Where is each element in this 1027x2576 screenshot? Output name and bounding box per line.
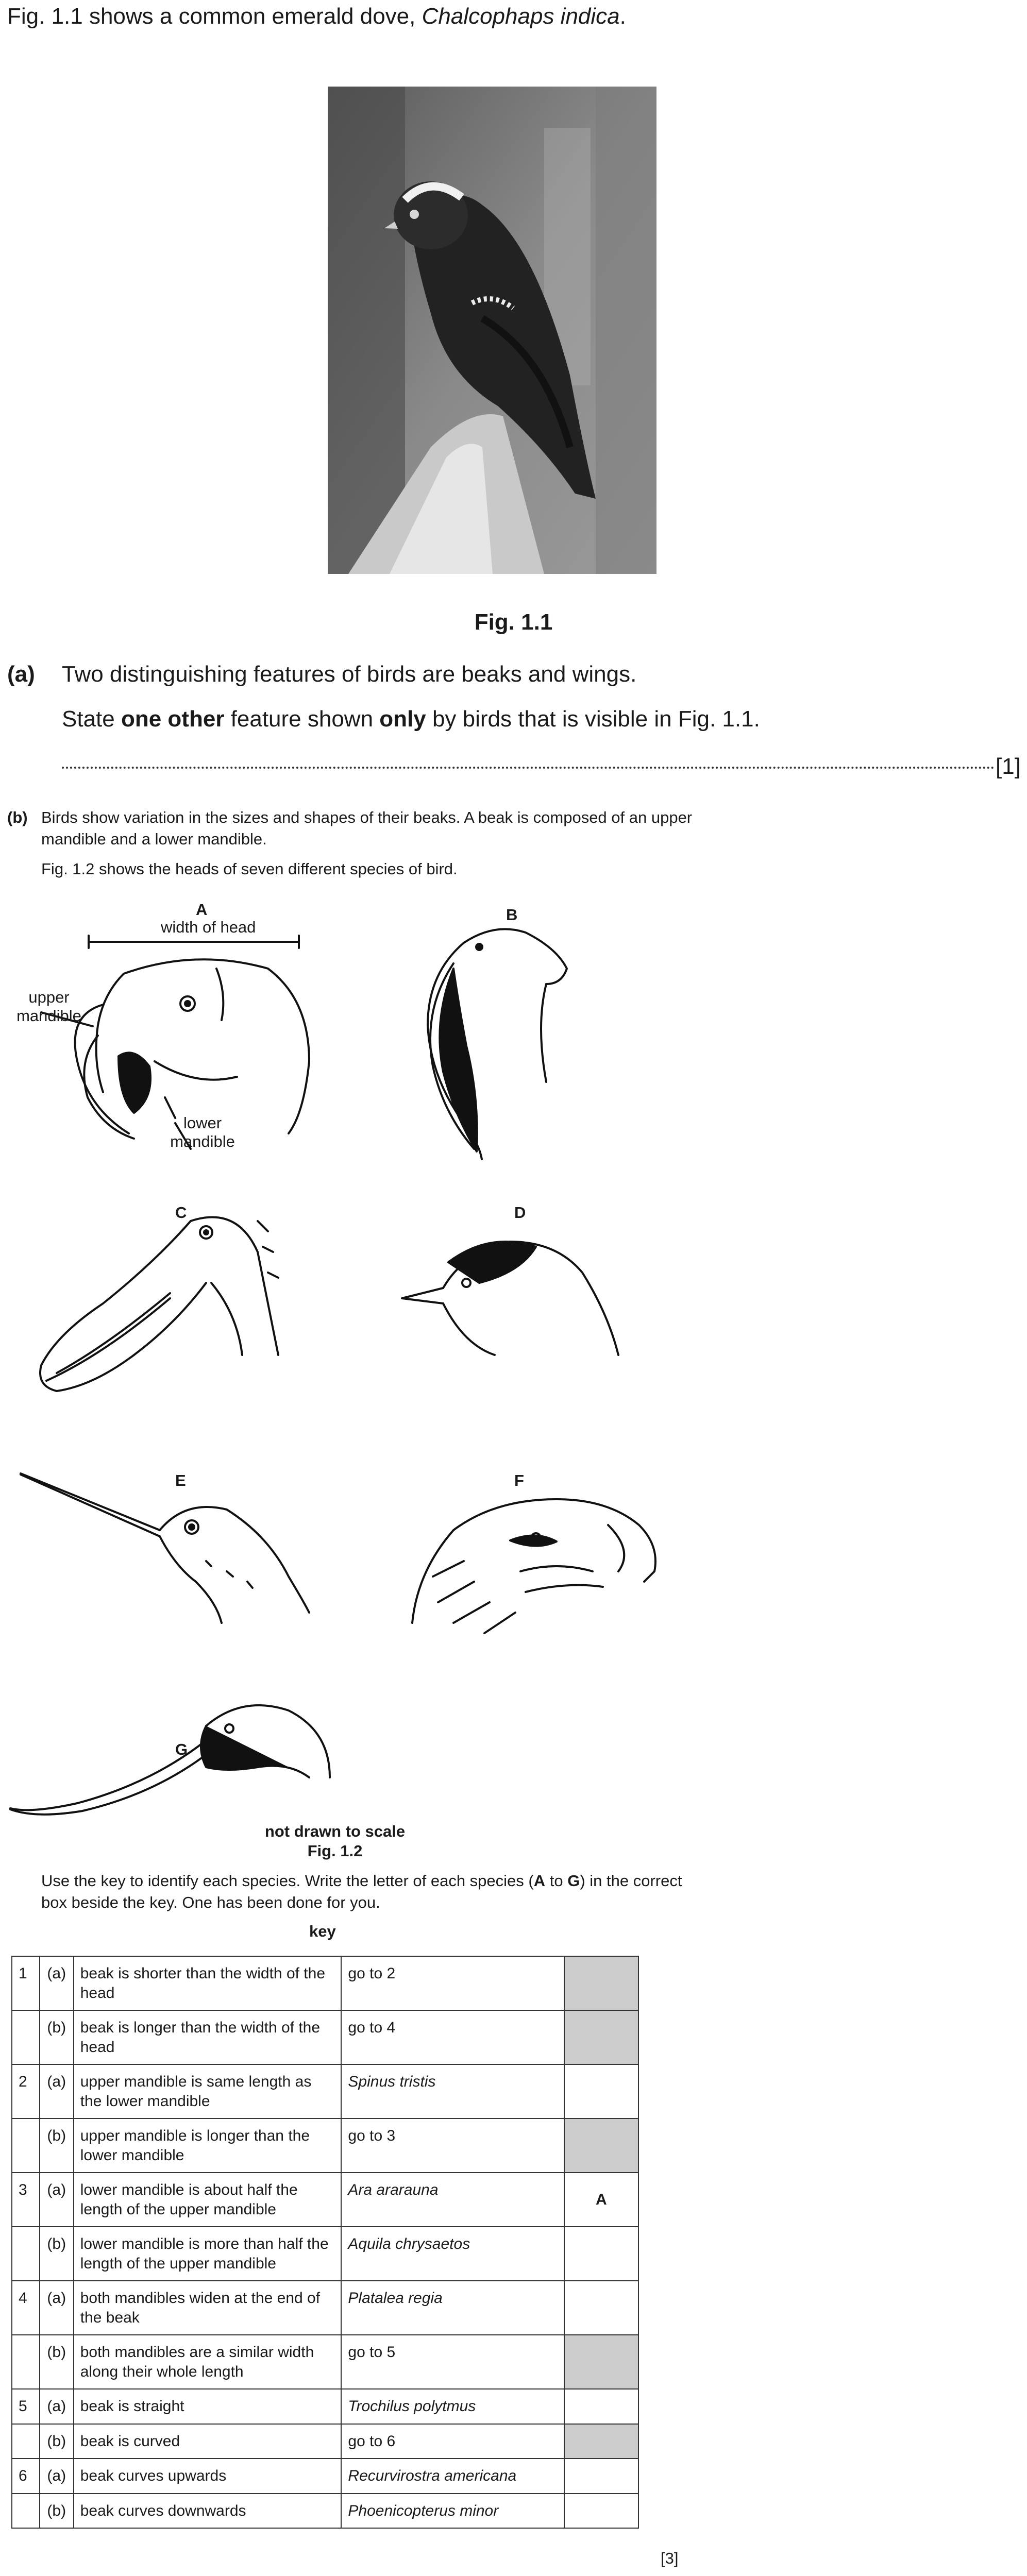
not-drawn-to-scale: not drawn to scale	[264, 1822, 406, 1840]
key-row-description: beak is curved	[74, 2424, 342, 2459]
key-row-number: 4	[12, 2281, 40, 2335]
key-answer-box[interactable]	[564, 2227, 638, 2281]
key-row-sub: (b)	[40, 2494, 74, 2529]
key-row-sub: (b)	[40, 2119, 74, 2173]
key-row-description: both mandibles are a similar width along their whole length	[74, 2335, 342, 2389]
key-row-action: Recurvirostra americana	[341, 2459, 564, 2494]
question-b-label: (b)	[7, 808, 28, 826]
key-table-body	[12, 1956, 638, 2528]
key-title: key	[309, 1922, 336, 1940]
qa-line2-bold-only: only	[379, 706, 426, 732]
fig-1-2-caption: Fig. 1.2	[307, 1842, 363, 1860]
key-row-sub: (a)	[40, 2281, 74, 2335]
bird-c-letter: C	[175, 1204, 187, 1222]
key-row-action: Spinus tristis	[341, 2064, 564, 2119]
key-row-action: go to 6	[341, 2424, 564, 2459]
key-answer-box[interactable]	[564, 2389, 638, 2424]
bird-a-letter: A	[196, 901, 208, 919]
key-row-sub: (a)	[40, 2459, 74, 2494]
key-row-description: lower mandible is about half the length of the upper mandible	[74, 2173, 342, 2227]
key-answer-box[interactable]	[564, 2064, 638, 2119]
bird-head-c-drawing	[40, 1217, 278, 1392]
upper-mandible-label: upper mandible	[16, 988, 81, 1025]
intro-suffix: .	[619, 4, 626, 29]
question-a-label: (a)	[7, 662, 35, 687]
key-row	[12, 2389, 638, 2424]
bird-e-letter: E	[175, 1471, 186, 1489]
bird-head-e-drawing	[21, 1473, 309, 1623]
dove-photo-drawing	[328, 87, 656, 574]
key-row-number	[12, 2010, 40, 2064]
bird-f-letter: F	[514, 1471, 524, 1489]
question-b-line1: Birds show variation in the sizes and shapes of their beaks. A beak is composed of an upper mandible and a lower mandible.	[41, 808, 693, 848]
key-row	[12, 2424, 638, 2459]
key-row-action: go to 2	[341, 1956, 564, 2010]
answer-line-a[interactable]	[62, 767, 995, 769]
bird-d-letter: D	[514, 1204, 526, 1222]
key-row-number	[12, 2227, 40, 2281]
width-of-head-label: width of head	[161, 918, 256, 936]
key-row	[12, 1956, 638, 2010]
key-row-number: 1	[12, 1956, 40, 2010]
key-answer-box	[564, 2010, 638, 2064]
bird-head-g-drawing	[10, 1705, 330, 1815]
key-row-number	[12, 2335, 40, 2389]
key-row-description: beak curves upwards	[74, 2459, 342, 2494]
question-b-line2: Fig. 1.2 shows the heads of seven different species of bird.	[41, 860, 458, 878]
key-row-sub: (a)	[40, 1956, 74, 2010]
key-row-number: 5	[12, 2389, 40, 2424]
key-answer-box[interactable]: A	[564, 2173, 638, 2227]
intro-species: Chalcophaps indica	[422, 4, 620, 29]
bird-head-b-drawing	[428, 929, 567, 1159]
key-row-sub: (b)	[40, 2335, 74, 2389]
intro-prefix: Fig. 1.1 shows a common emerald dove,	[7, 4, 422, 29]
key-row-description: upper mandible is longer than the lower mandible	[74, 2119, 342, 2173]
key-answer-box[interactable]	[564, 2494, 638, 2529]
key-row-sub: (a)	[40, 2389, 74, 2424]
question-a-line1: Two distinguishing features of birds are beaks and wings.	[62, 662, 637, 687]
key-instruction	[41, 1870, 711, 1913]
marks-b: [3]	[661, 2549, 679, 2567]
key-row-sub: (b)	[40, 2227, 74, 2281]
instruction-part: to	[545, 1872, 568, 1890]
bird-g-letter: G	[175, 1740, 188, 1758]
key-row-sub: (a)	[40, 2064, 74, 2119]
qa-line2-part: feature shown	[224, 706, 380, 732]
key-row	[12, 2335, 638, 2389]
key-answer-box	[564, 1956, 638, 2010]
key-row-action: Aquila chrysaetos	[341, 2227, 564, 2281]
question-a-line2	[62, 705, 760, 733]
instruction-part: Use the key to identify each species. Write the letter of each species (	[41, 1872, 534, 1890]
key-answer-box[interactable]	[564, 2281, 638, 2335]
qa-line2-part: State	[62, 706, 121, 732]
key-row-number	[12, 2494, 40, 2529]
key-row-number: 2	[12, 2064, 40, 2119]
key-answer-box	[564, 2335, 638, 2389]
key-row-action: Ara ararauna	[341, 2173, 564, 2227]
key-row	[12, 2010, 638, 2064]
key-row	[12, 2281, 638, 2335]
key-row-sub: (a)	[40, 2173, 74, 2227]
key-row-number: 3	[12, 2173, 40, 2227]
fig-1-2-bird-heads	[0, 891, 721, 1844]
key-row-number: 6	[12, 2459, 40, 2494]
key-row-number	[12, 2119, 40, 2173]
key-answer-box[interactable]	[564, 2459, 638, 2494]
instruction-part: ) in the correct box beside the key. One has been done for you.	[41, 1872, 682, 1911]
key-row-action: go to 5	[341, 2335, 564, 2389]
key-row	[12, 2119, 638, 2173]
key-row-action: Phoenicopterus minor	[341, 2494, 564, 2529]
key-row-sub: (b)	[40, 2010, 74, 2064]
key-row	[12, 2227, 638, 2281]
key-row-action: Platalea regia	[341, 2281, 564, 2335]
key-answer-box	[564, 2119, 638, 2173]
qa-line2-part: by birds that is visible in Fig. 1.1.	[426, 706, 760, 732]
bird-head-f-drawing	[412, 1499, 655, 1633]
key-row-description: lower mandible is more than half the length of the upper mandible	[74, 2227, 342, 2281]
key-row-action: Trochilus polytmus	[341, 2389, 564, 2424]
key-row-description: beak curves downwards	[74, 2494, 342, 2529]
bird-b-letter: B	[506, 906, 518, 924]
key-row-action: go to 3	[341, 2119, 564, 2173]
key-row	[12, 2459, 638, 2494]
key-row-sub: (b)	[40, 2424, 74, 2459]
key-answer-box	[564, 2424, 638, 2459]
qa-line2-bold-one-other: one other	[121, 706, 225, 732]
key-row-action: go to 4	[341, 2010, 564, 2064]
key-row-description: beak is straight	[74, 2389, 342, 2424]
emerald-dove-photo	[328, 87, 656, 574]
dichotomous-key-table	[11, 1956, 639, 2529]
key-row-description: upper mandible is same length as the lower mandible	[74, 2064, 342, 2119]
intro-text	[7, 2, 626, 30]
instruction-bold-g: G	[567, 1872, 580, 1890]
lower-mandible-label: lower mandible	[170, 1114, 235, 1150]
fig-1-1-caption: Fig. 1.1	[474, 609, 553, 635]
key-row	[12, 2173, 638, 2227]
key-row-description: beak is longer than the width of the head	[74, 2010, 342, 2064]
key-row-description: both mandibles widen at the end of the beak	[74, 2281, 342, 2335]
bird-head-d-drawing	[402, 1242, 618, 1355]
key-row-description: beak is shorter than the width of the head	[74, 1956, 342, 2010]
key-row	[12, 2494, 638, 2529]
instruction-bold-a: A	[533, 1872, 546, 1890]
marks-a: [1]	[996, 754, 1021, 779]
key-row	[12, 2064, 638, 2119]
key-row-number	[12, 2424, 40, 2459]
